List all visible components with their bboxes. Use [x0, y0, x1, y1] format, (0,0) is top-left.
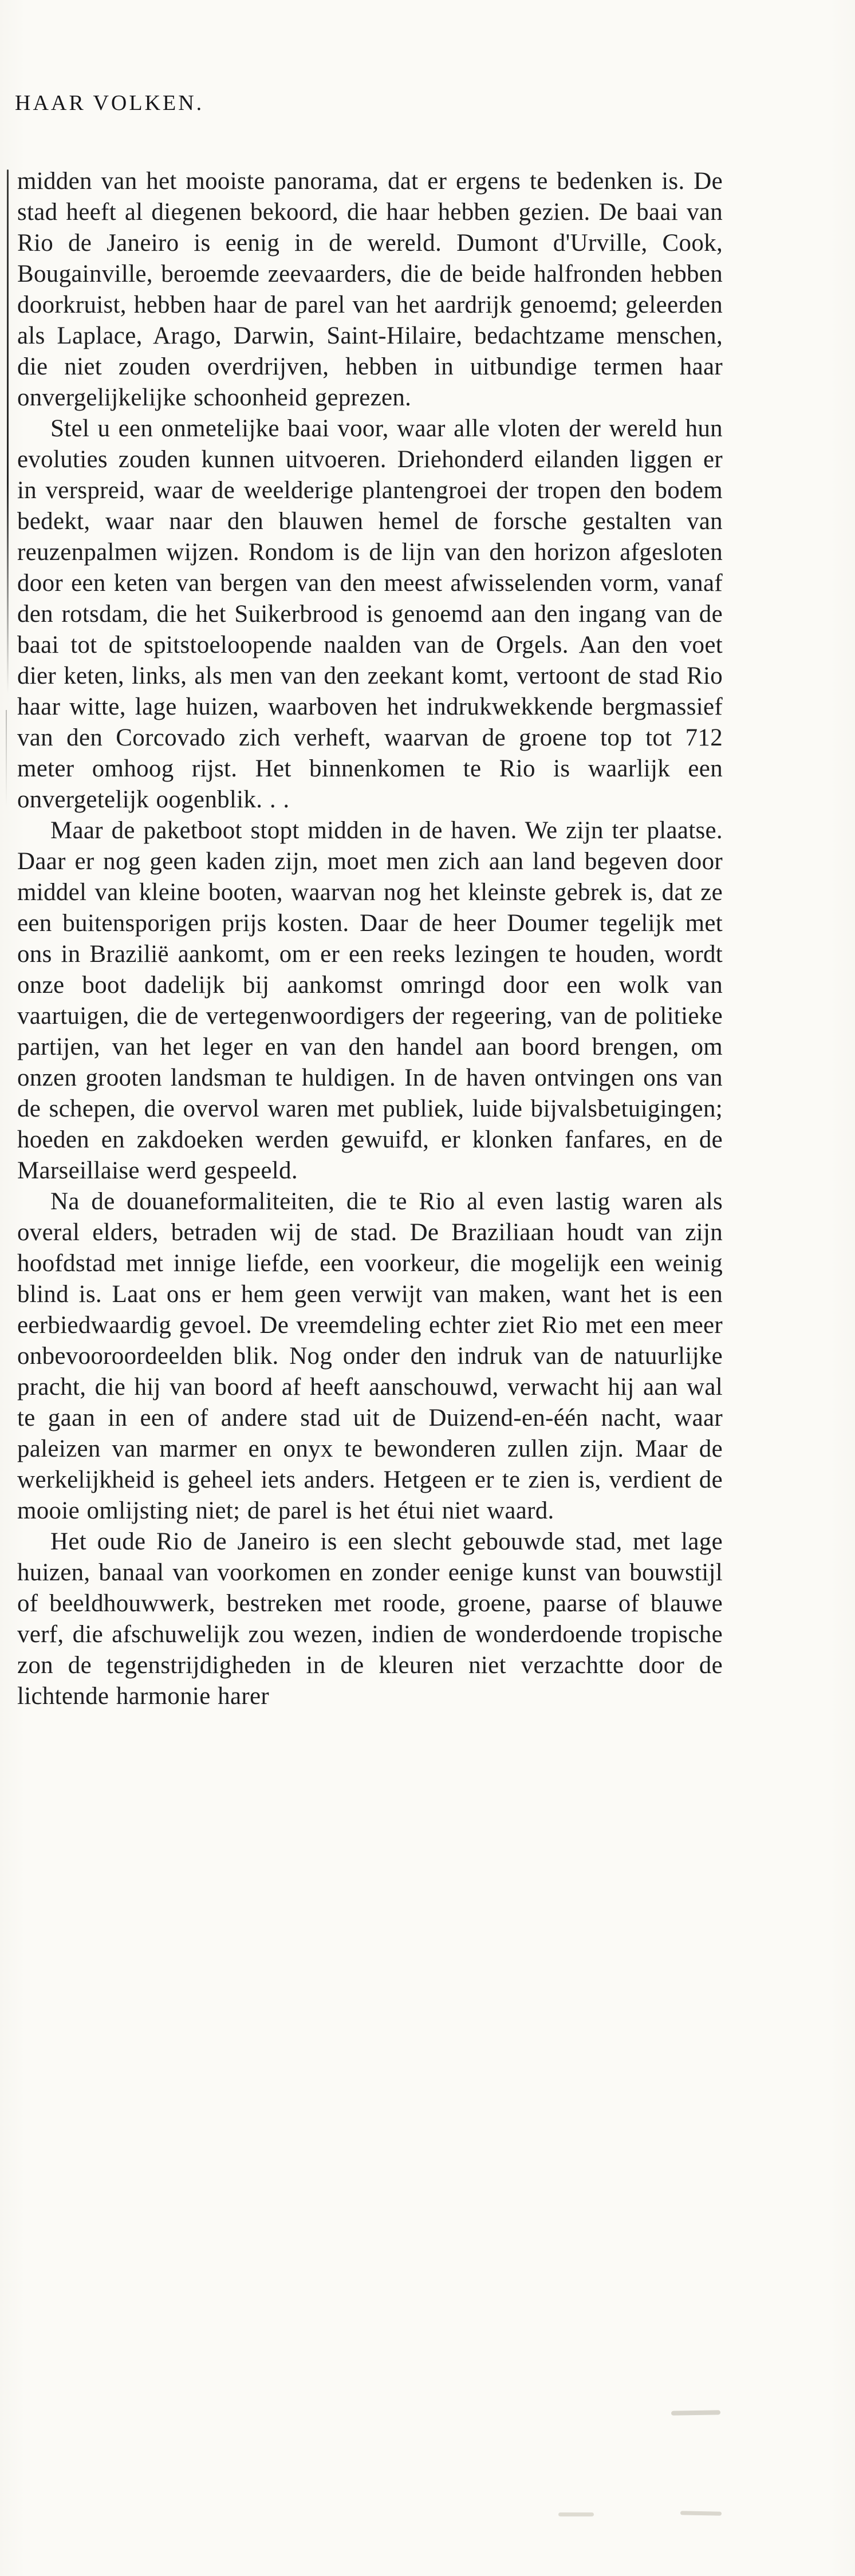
paragraph: Na de douaneformaliteiten, die te Rio al even lastig waren als overal elders, betraden wij de stad. De Braziliaan houdt van zijn hoofdstad met innige liefde, een voorkeur, die mogelijk een weinig blind is. Laat ons er hem geen verwijt van maken, want het is een eerbiedwaardig gevoel. De vreemdeling echter ziet Rio met een meer onbevooroordeelden blik. Nog onder den indruk van de natuurlijke pracht, die hij van boord af heeft aanschouwd, verwacht hij aan wal te gaan in een of andere stad uit de Duizend-en-één nacht, waar paleizen van marmer en onyx te bewonderen zullen zijn. Maar de werkelijkheid is geheel iets anders. Hetgeen er te zien is, verdient de mooie omlijsting niet; de parel is het étui niet waard. [17, 1188, 723, 1524]
paragraph: Het oude Rio de Janeiro is een slecht gebouwde stad, met lage huizen, banaal van voorkomen en zonder eenige kunst van bouwstijl of beeldhouwwerk, bestreken met roode, groene, paarse of blauwe verf, die afschuwelijk zou wezen, indien de wonderdoende tropische zon de tegenstrijdigheden in de kleuren niet verzachtte door de lichtende harmonie harer [17, 1528, 723, 1710]
scan-smudge [671, 2410, 720, 2416]
paragraph: midden van het mooiste panorama, dat er ergens te bedenken is. De stad heeft al diegenen bekoord, die haar hebben gezien. De baai van Rio de Janeiro is eenig in de wereld. Dumont d'Urville, Cook, Bougainville, beroemde zeevaarders, die de beide halfronden hebben doorkruist, hebben haar de parel van het aardrijk genoemd; geleerden als Laplace, Arago, Darwin, Saint-Hilaire, bedachtzame menschen, die niet zouden overdrijven, hebben in uitbundige termen haar onvergelijkelijke schoonheid geprezen. [17, 168, 723, 411]
body-text-block [17, 166, 723, 1712]
scan-smudge [680, 2511, 722, 2515]
page-gutter-line [7, 169, 9, 693]
scan-smudge [558, 2512, 594, 2516]
page-gutter-tick [6, 710, 7, 807]
paragraph: Maar de paketboot stopt midden in de haven. We zijn ter plaatse. Daar er nog geen kaden zijn, moet men zich aan land begeven door middel van kleine booten, waarvan nog het kleinste gebrek is, dat ze een buitensporigen prijs kosten. Daar de heer Doumer tegelijk met ons in Brazilië aankomt, om er een reeks lezingen te houden, wordt onze boot dadelijk bij aankomst omringd door een wolk van vaartuigen, die de vertegenwoordigers der regeering, van de politieke partijen, van het leger en van den handel aan boord brengen, om onzen grooten landsman te huldigen. In de haven ontvingen ons van de schepen, die overvol waren met publiek, luide bijvalsbetuigingen; hoeden en zakdoeken werden gewuifd, er klonken fanfares, en de Marseillaise werd gespeeld. [17, 817, 723, 1184]
paragraph: Stel u een onmetelijke baai voor, waar alle vloten der wereld hun evoluties zouden kunnen uitvoeren. Driehonderd eilanden liggen er in verspreid, waar de weelderige plantengroei der tropen den bodem bedekt, waar naar den blauwen hemel de forsche gestalten van reuzenpalmen wijzen. Rondom is de lijn van den horizon afgesloten door een keten van bergen van den meest afwisselenden vorm, vanaf den rotsdam, die het Suikerbrood is genoemd aan den ingang van de baai tot de spitstoeloopende naalden van de Orgels. Aan den voet dier keten, links, als men van den zeekant komt, vertoont de stad Rio haar witte, lage huizen, waarboven het indrukwekkende bergmassief van den Corcovado zich verheft, waarvan de groene top tot 712 meter omhoog rijst. Het binnenkomen te Rio is waarlijk een onvergetelijk oogenblik. . . [17, 415, 723, 813]
running-head: HAAR VOLKEN. [15, 91, 204, 115]
